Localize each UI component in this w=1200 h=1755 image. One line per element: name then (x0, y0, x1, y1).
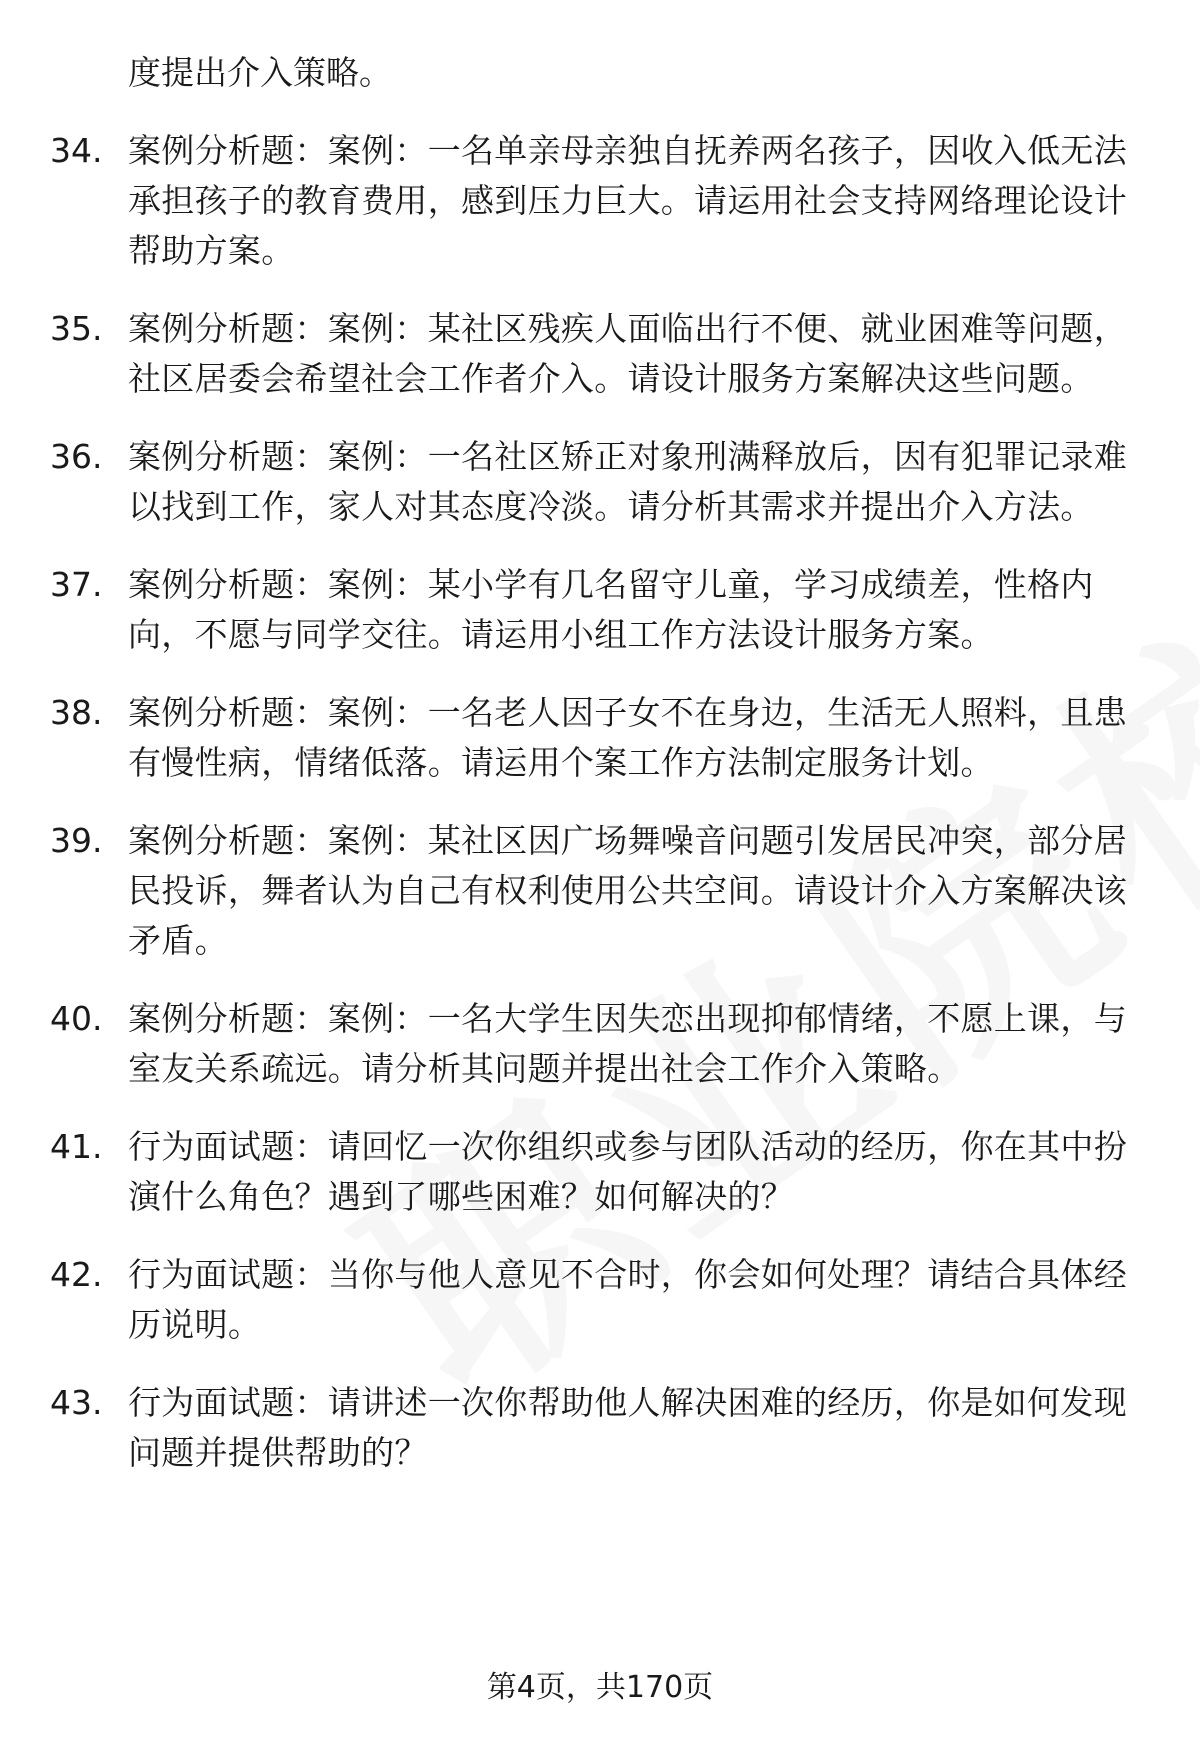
question-item (50, 432, 1150, 532)
question-text: 案例分析题：案例：一名老人因子女不在身边，生活无人照料，且患有慢性病，情绪低落。请运用个案工作方法制定服务计划。 (128, 693, 1127, 782)
question-text: 案例分析题：案例：一名大学生因失恋出现抑郁情绪，不愿上课，与室友关系疏远。请分析其问题并提出社会工作介入策略。 (128, 999, 1127, 1088)
question-item (50, 688, 1150, 788)
question-number: 37. (50, 565, 103, 604)
question-text: 行为面试题：当你与他人意见不合时，你会如何处理？请结合具体经历说明。 (128, 1255, 1127, 1344)
question-item (50, 126, 1150, 276)
question-number: 35. (50, 309, 103, 348)
question-item (50, 994, 1150, 1094)
question-number: 34. (50, 131, 103, 170)
question-item (50, 1250, 1150, 1350)
question-text: 案例分析题：案例：一名单亲母亲独自抚养两名孩子，因收入低无法承担孩子的教育费用，感到压力巨大。请运用社会支持网络理论设计帮助方案。 (128, 131, 1127, 270)
question-item (50, 816, 1150, 966)
question-item (50, 560, 1150, 660)
question-number: 40. (50, 999, 103, 1038)
question-number: 42. (50, 1255, 103, 1294)
question-number: 39. (50, 821, 103, 860)
question-number: 41. (50, 1127, 103, 1166)
question-number: 43. (50, 1383, 103, 1422)
question-text: 行为面试题：请讲述一次你帮助他人解决困难的经历，你是如何发现问题并提供帮助的？ (128, 1383, 1127, 1472)
question-item (50, 304, 1150, 404)
question-item (50, 1378, 1150, 1478)
page-footer: 第4页，共170页 (486, 1670, 714, 1705)
question-text: 案例分析题：案例：某小学有几名留守儿童，学习成绩差，性格内向，不愿与同学交往。请运用小组工作方法设计服务方案。 (128, 565, 1094, 654)
question-list (50, 48, 1150, 1506)
question-text: 案例分析题：案例：一名社区矫正对象刑满释放后，因有犯罪记录难以找到工作，家人对其态度冷淡。请分析其需求并提出介入方法。 (128, 437, 1127, 526)
question-text: 案例分析题：案例：某社区因广场舞噪音问题引发居民冲突，部分居民投诉，舞者认为自己有权利使用公共空间。请设计介入方案解决该矛盾。 (128, 821, 1127, 960)
question-number: 38. (50, 693, 103, 732)
question-text: 案例分析题：案例：某社区残疾人面临出行不便、就业困难等问题，社区居委会希望社会工作者介入。请设计服务方案解决这些问题。 (128, 309, 1127, 398)
question-text: 行为面试题：请回忆一次你组织或参与团队活动的经历，你在其中扮演什么角色？遇到了哪些困难？如何解决的？ (128, 1127, 1127, 1216)
question-item (50, 1122, 1150, 1222)
continuation-text: 度提出介入策略。 (128, 53, 392, 92)
question-number: 36. (50, 437, 103, 476)
